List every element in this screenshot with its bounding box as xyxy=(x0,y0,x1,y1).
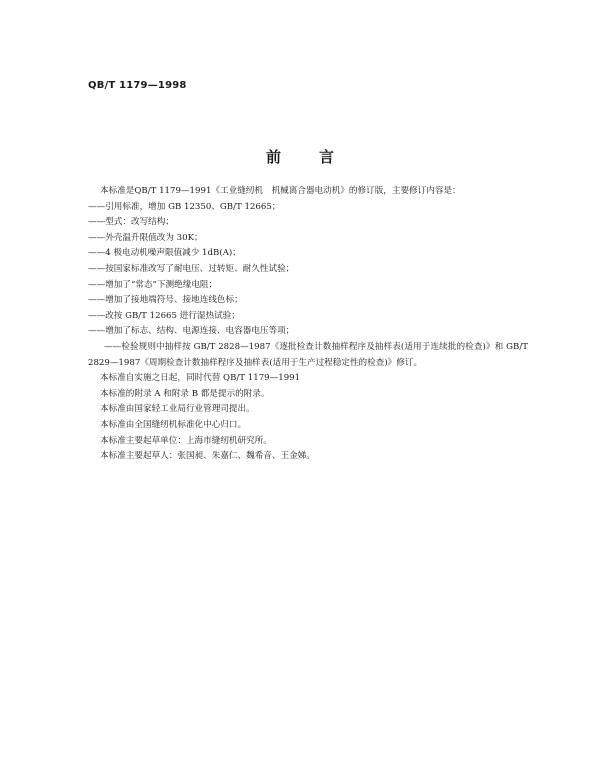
statement-line: 本标准主要起草人：张国昶、朱嘉仁、魏希音、王金娣。 xyxy=(100,451,315,462)
inspection-change-item: ——检验规则中抽样按 GB/T 2828—1987《逐批检查计数抽样程序及抽样表(适用于连续批的检查)》和 GB/T 2829—1987《周期检查计数抽样程序及抽样表(适用于生产过程稳定性的检查)》修订。 xyxy=(88,341,528,368)
document-body xyxy=(88,184,528,465)
change-item: ——增加了标志、结构、电源连接、电容器电压等项； xyxy=(88,326,295,337)
change-item: ——改按 GB/T 12665 进行湿热试验； xyxy=(88,310,240,321)
change-item: ——外壳温升限值改为 30K； xyxy=(88,232,203,243)
statement-line: 本标准由全国缝纫机标准化中心归口。 xyxy=(100,419,247,430)
page-title: 前言 xyxy=(265,148,372,166)
change-item: ——型式：改写结构； xyxy=(88,217,174,228)
change-item: ——引用标准，增加 GB 12350、GB/T 12665； xyxy=(88,201,281,212)
change-item: ——增加了“常态”下测绝缘电阻； xyxy=(88,279,218,290)
intro-line: 本标准是QB/T 1179—1991《工业缝纫机 机械离合器电动机》的修订版，主要修订内容是： xyxy=(100,186,461,196)
change-item: ——按国家标准改写了耐电压、过转矩、耐久性试验； xyxy=(88,263,295,274)
statement-line: 本标准自实施之日起，同时代替 QB/T 1179—1991 xyxy=(100,373,301,384)
statement-line: 本标准的附录 A 和附录 B 都是提示的附录。 xyxy=(100,388,270,399)
statement-line: 本标准主要起草单位：上海市缝纫机研究所。 xyxy=(100,435,272,446)
change-item: ——4 极电动机噪声限值减少 1dB(A)； xyxy=(88,248,241,259)
statement-line: 本标准由国家轻工业局行业管理司提出。 xyxy=(100,404,255,415)
change-item: ——增加了接地端符号、接地连线色标； xyxy=(88,295,243,306)
standard-code: QB/T 1179—1998 xyxy=(88,80,187,91)
